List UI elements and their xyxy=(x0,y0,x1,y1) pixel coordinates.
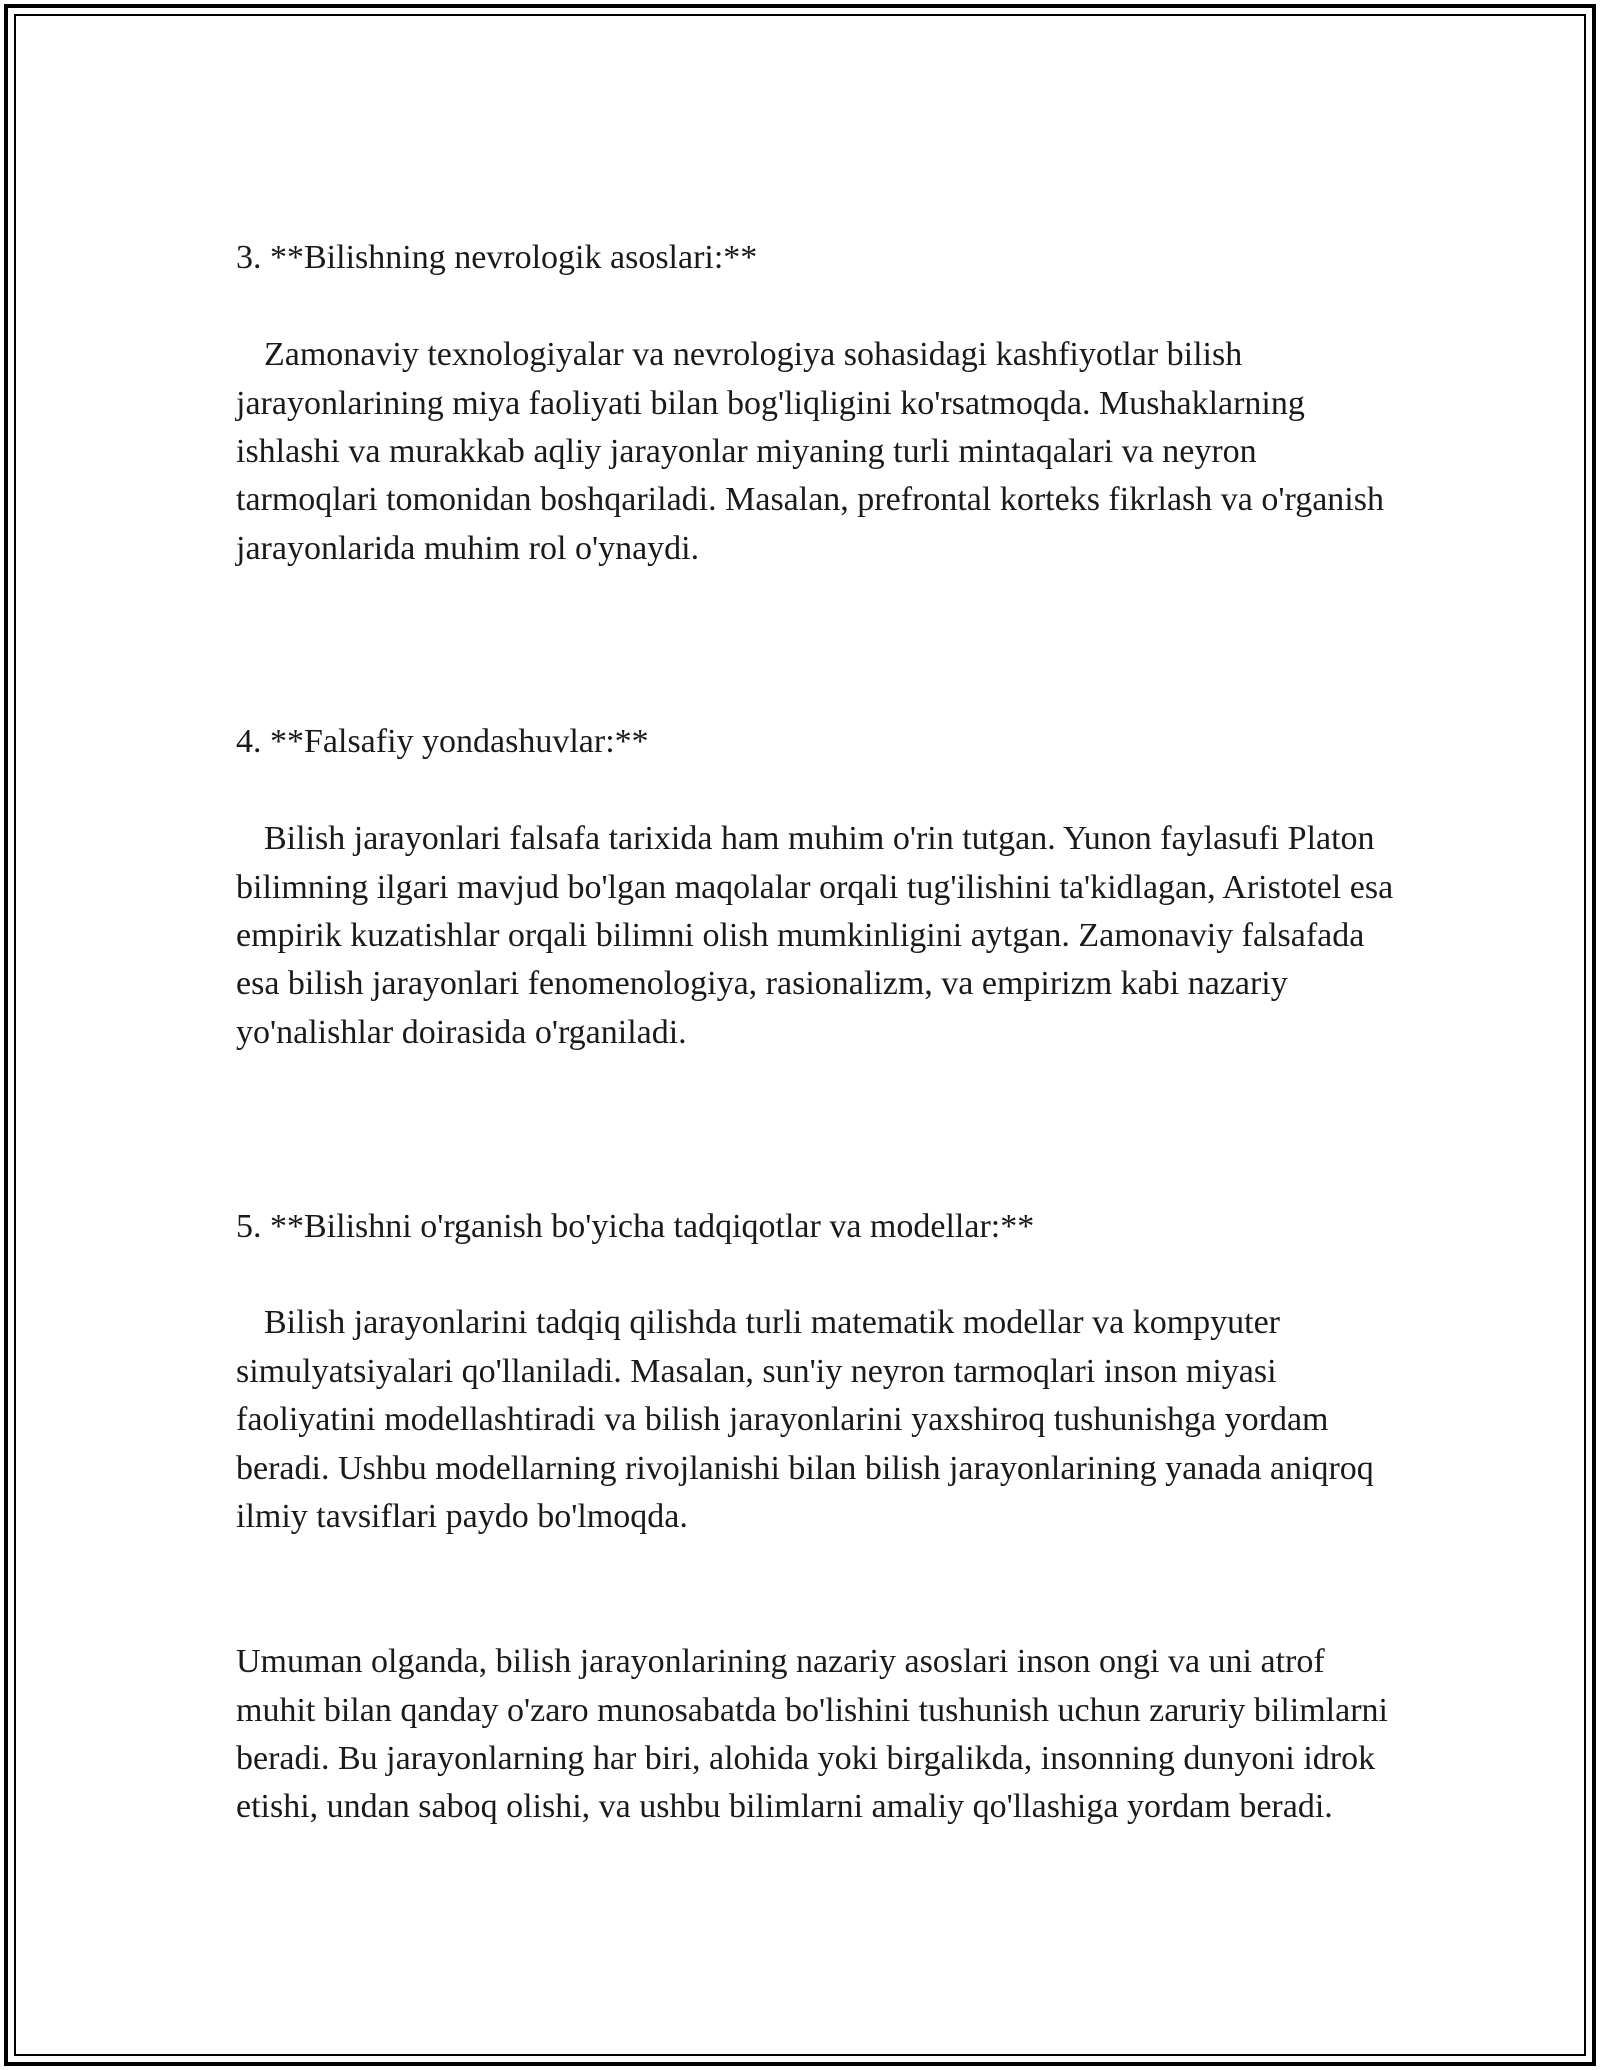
section-text: Bilish jarayonlari falsafa tarixida ham muhim o'rin tutgan. Yunon faylasufi Platon bilimning ilgari mavjud bo'lgan maqolalar orqali tug'ilishini ta'kidlagan, Aristotel esa empirik kuzatishlar orqali bilimni olish mumkinligini aytgan. Zamonaviy falsafada esa bilish jarayonlari fenomenologiya, rasionalizm, va empirizm kabi nazariy yo'nalishlar doirasida o'rganiladi. xyxy=(236,820,1394,1051)
summary-paragraph: Umuman olganda, bilish jarayonlarining nazariy asoslari inson ongi va uni atrof muhit bilan qanday o'zaro munosabatda bo'lishini tushunish uchun zaruriy bilimlarni beradi. Bu jarayonlarning har biri, alohida yoki birgalikda, insonning dunyoni idrok etishi, undan saboq olishi, va ushbu bilimlarni amaliy qo'llashiga yordam beradi. xyxy=(236,1643,1388,1826)
section-research-models xyxy=(236,1154,1396,1590)
document-body xyxy=(236,186,1396,1832)
section-philosophical xyxy=(236,670,1396,1106)
section-text: Bilish jarayonlarini tadqiq qilishda turli matematik modellar va kompyuter simulyatsiyalari qo'llaniladi. Masalan, sun'iy neyron tarmoqlari inson miyasi faoliyatini modellashtiradi va bilish jarayonlarini yaxshiroq tushunishga yordam beradi. Ushbu modellarning rivojlanishi bilan bilish jarayonlarining yanada aniqroq ilmiy tavsiflari paydo bo'lmoqda. xyxy=(236,1304,1374,1535)
section-text: Zamonaviy texnologiyalar va nevrologiya sohasidagi kashfiyotlar bilish jarayonlarining miya faoliyati bilan bog'liqligini ko'rsatmoqda. Mushaklarning ishlashi va murakkab aqliy jarayonlar miyaning turli mintaqalari va neyron tarmoqlari tomonidan boshqariladi. Masalan, prefrontal korteks fikrlash va o'rganish jarayonlarida muhim rol o'ynaydi. xyxy=(236,336,1384,567)
section-heading: 4. **Falsafiy yondashuvlar:** xyxy=(236,723,649,761)
section-heading: 3. **Bilishning nevrologik asoslari:** xyxy=(236,239,758,277)
section-neurological xyxy=(236,186,1396,622)
section-heading: 5. **Bilishni o'rganish bo'yicha tadqiqotlar va modellar:** xyxy=(236,1207,1035,1245)
